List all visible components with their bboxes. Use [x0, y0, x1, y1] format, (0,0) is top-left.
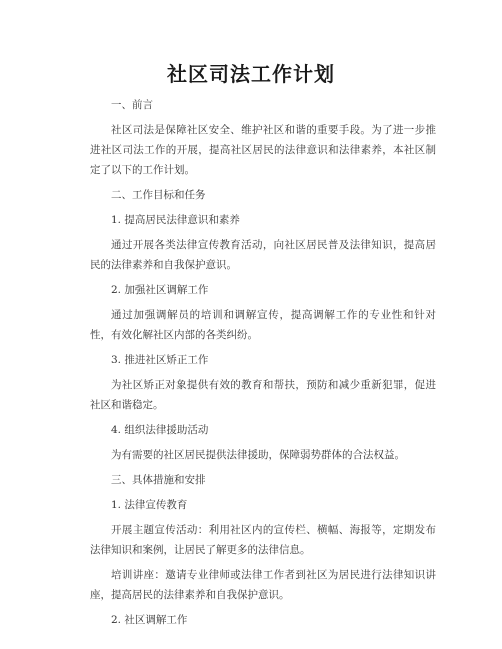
- document-body: [90, 95, 436, 635]
- section-heading-goals: 二、工作目标和任务: [111, 189, 206, 201]
- paragraph-goal-3: 为社区矫正对象提供有效的教育和帮扶，预防和减少重新犯罪，促进社区和谐稳定。: [90, 379, 436, 411]
- subheading-measure-2: 2. 社区调解工作: [111, 614, 188, 626]
- document-title: 社区司法工作计划: [167, 62, 335, 86]
- subheading-goal-3: 3. 推进社区矫正工作: [111, 354, 209, 366]
- subheading-measure-1: 1. 法律宣传教育: [111, 499, 188, 511]
- subheading-goal-4: 4. 组织法律援助活动: [111, 424, 209, 436]
- paragraph-preface: 社区司法是保障社区安全、维护社区和谐的重要手段。为了进一步推进社区司法工作的开展，提高社区居民的法律意识和法律素养，本社区制定了以下的工作计划。: [90, 124, 436, 176]
- paragraph-measure-1a: 开展主题宣传活动：利用社区内的宣传栏、横幅、海报等，定期发布法律知识和案例，让居民了解更多的法律信息。: [90, 524, 436, 556]
- paragraph-goal-4: 为有需要的社区居民提供法律援助，保障弱势群体的合法权益。: [111, 449, 405, 461]
- section-heading-measures: 三、具体措施和安排: [111, 474, 206, 486]
- paragraph-goal-1: 通过开展各类法律宣传教育活动，向社区居民普及法律知识，提高居民的法律素养和自我保护意识。: [90, 239, 436, 271]
- subheading-goal-1: 1. 提高居民法律意识和素养: [111, 214, 240, 226]
- paragraph-measure-1b: 培训讲座：邀请专业律师或法律工作者到社区为居民进行法律知识讲座，提高居民的法律素养和自我保护意识。: [90, 569, 436, 601]
- subheading-goal-2: 2. 加强社区调解工作: [111, 284, 209, 296]
- section-heading-preface: 一、前言: [111, 99, 153, 111]
- paragraph-goal-2: 通过加强调解员的培训和调解宣传，提高调解工作的专业性和针对性，有效化解社区内部的各类纠纷。: [90, 309, 436, 341]
